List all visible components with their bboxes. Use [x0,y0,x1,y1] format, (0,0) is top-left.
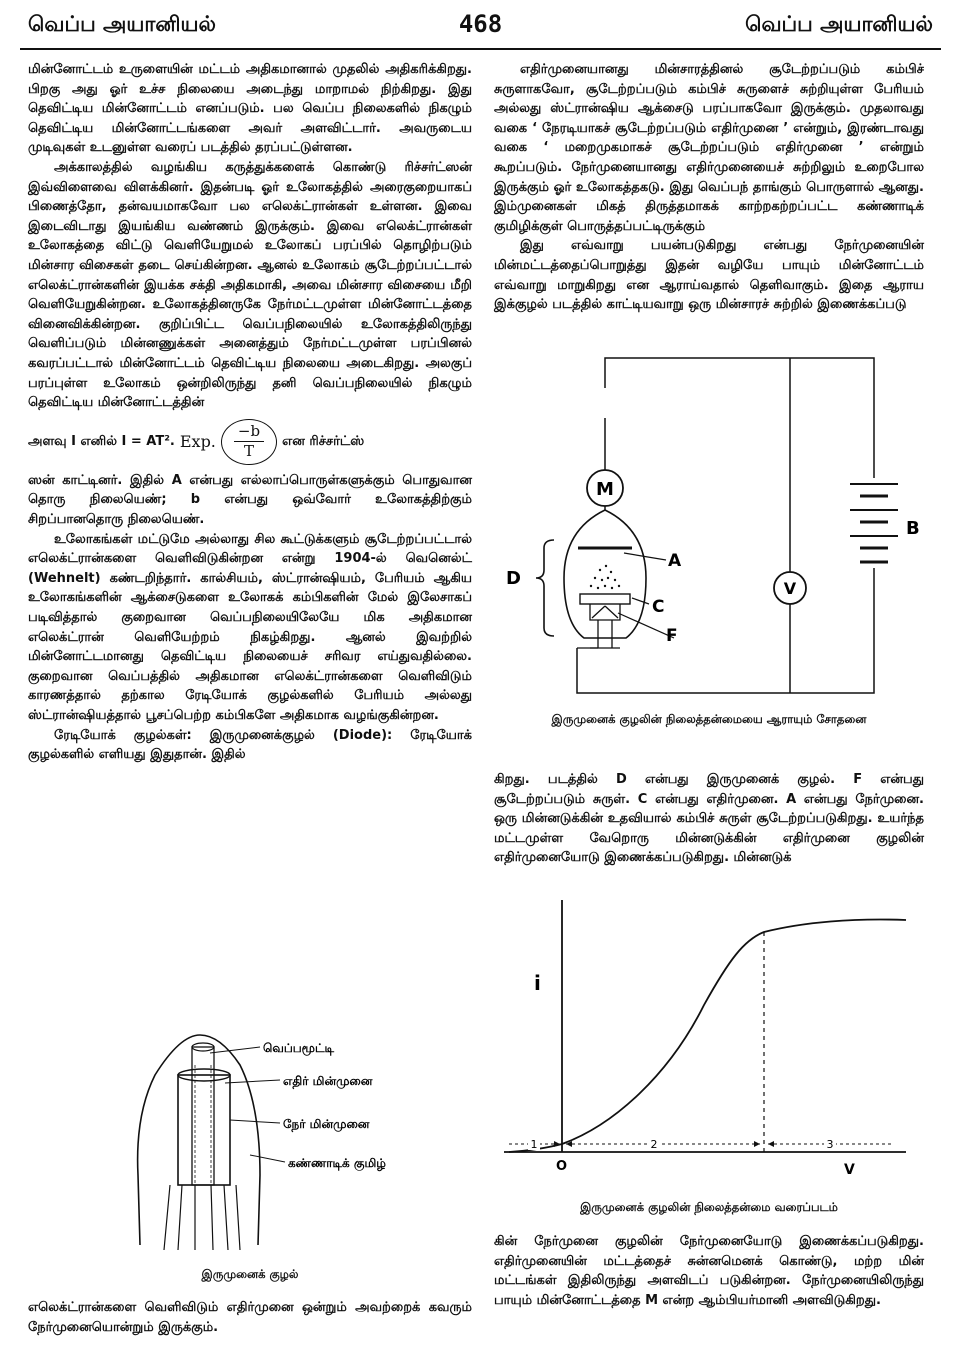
right-column-bottom [494,1232,924,1310]
formula-suffix: என ரிச்சர்ட்ஸ் [282,433,365,449]
label-cathode: எதிர் மின்முனை [283,1074,373,1088]
paragraph: எலெக்ட்ரான்களை வெளிவிடும் எதிர்முனை ஒன்றும் அவற்றைக் கவரும் நேர்முனையொன்றும் இருக்கும். [28,1300,472,1335]
graph-caption: இருமுனைக் குழலின் நிலைத்தன்மை வரைப்படம் [580,1200,838,1214]
left-column-bottom [28,1298,472,1337]
paragraph: ஸன் காட்டினர். இதில் A என்பது எல்லாப்பொருள்களுக்கும் பொதுவான தொரு நிலையெண்; b என்பது ஒவ்வோர் உலோகத்திற்கும் சிறப்பானதொரு நிலையெண். [28,472,472,528]
region-2-label: 2 [650,1138,658,1151]
paragraph: கிறது. படத்தில் D என்பது இருமுனைக் குழல். F என்பது சூடேற்றப்படும் சுருள். C என்பது எதிர்முனை. A என்பது நேர்முனை. ஒரு மின்னடுக்கின் உதவியால் கம்பிச் சுருள் சூடேற்றப்படுகிறது. உயர்ந்த மட்டமுள்ள வேறொரு மின்னடுக்கின் எதிர்முனை குழலின் எதிர்முனையோடு இணைக்கப்படுகிறது. மின்னடுக் [494,772,924,866]
right-column-middle [494,770,924,868]
header-rule [20,48,941,50]
running-header-left: வெப்ப அயானியல் [28,12,216,36]
label-A: A [668,551,682,571]
region-1-label: 1 [530,1138,538,1151]
label-heater: வெப்பமூட்டி [263,1041,335,1055]
label-D: D [506,568,521,589]
label-M: M [596,479,614,500]
x-label: V [844,1162,855,1178]
formula-denominator: T [243,442,254,461]
paragraph: மின்னோட்டம் உருளையின் மட்டம் அதிகமானால் முதலில் அதிகரிக்கிறது. பிறகு அது ஓர் உச்ச நிலையை அடைந்து மாறாமல் நிற்கிறது. இது தெவிட்டிய மின்னோட்டம் எனப்படும். பல வெப்ப நிலைகளில் நிகழும் தெவிட்டிய மின்னோட்டங்களை அவர் அளவிட்டார். அவருடைய முடிவுகள் உடனுள்ள வரைப் படத்தில் தரப்பட்டுள்ளன. [28,62,472,156]
diode-figure [100,1025,400,1255]
label-B: B [906,518,920,539]
origin-label: O [556,1159,568,1174]
label-anode: நேர் மின்முனை [283,1117,370,1131]
circuit-caption: இருமுனைக் குழலின் நிலைத்தன்மையை ஆராயும் சோதனை [551,712,867,726]
paragraph: உலோகங்கள் மட்டுமே அல்லாது சில கூட்டுக்களும் சூடேற்றப்பட்டால் எலெக்ட்ரான்களை வெளிவிடுகின்றன என்று 1904-ல் வெனெல்ட் (Wehnelt) கண்டறிந்தார். கால்சியம், ஸ்ட்ரான்ஷியம், பேரியம் ஆகிய உலோகங்களின் ஆக்சைடுகளை உலோகக் கம்பிகளின் மேல் இலேசாகப் படிவித்தால் குறைவான வெப்பநிலையிலேயே மிக அதிகமான எலெக்ட்ரான் வெளியேற்றம் நிகழ்கிறது. ஆனல் இவற்றில் மின்னோட்டமானது தெவிட்டிய நிலையைச் சரிவர எய்துவதில்லை. குறைவான வெப்பத்தில் அதிகமான எலெக்ட்ரான்களை வெளிவிடும் காரணத்தால் தற்கால ரேடியோக் குழல்களில் பேரியம் அல்லது ஸ்ட்ரான்ஷியத்தால் பூசப்பெற்ற கம்பிகளே அதிகமாக வழங்குகின்றன. [28,531,472,723]
diode-tube [564,510,646,638]
paragraph: அக்காலத்தில் வழங்கிய கருத்துக்களைக் கொண்டு ரிச்சர்ட்ஸன் இவ்விளைவை விளக்கினர். இதன்படி ஓர் உலோகத்தில் அரைகுறையாகப் பிணைத்தோ, தன்வயமாகவோ பல எலெக்ட்ரான்கள் உள்ளன. இவை இடைவிடாது இயங்கிய வண்ணம் இருக்கும். இவை எலெக்ட்ரான்கள் உலோகத்தை விட்டு வெளியேறுமல் உலோகப் பரப்பில் தொழிற்படும் மின்சார விசைகள் தடை செய்கின்றன. ஆனல் உலோகம் சூடேற்றப்பட்டால் எலெக்ட்ரான்களின் இயக்க சக்தி அதிகமாகி, அவை மின்சார விசையை மீறி வெளியேறுகின்றன. உலோகத்தினருகே நேர்மட்டமுள்ள மின்னோட்டத்தை வினைவிக்கின்றன. குறிப்பிட்ட வெப்பநிலையில் உலோகத்திலிருந்து வெளிப்படும் மின்னணுக்கள் அனைத்தும் நேர்மட்டமுள்ள பரப்பினல் கவரப்பட்டால் மின்னோட்டம் தெவிட்டிய நிலையை அடைகிறது. அலகுப் பரப்புள்ள உலோகம் ஒன்றிலிருந்து தனி வெப்பநிலையில் நிகழும் தெவிட்டிய மின்னோட்டத்தின் [28,159,472,411]
label-V: V [783,579,797,598]
circuit-figure [494,348,924,708]
formula-fraction [221,419,277,465]
region-3-label: 3 [826,1138,834,1151]
label-C: C [652,597,665,617]
formula-numerator: −b [234,422,264,443]
paragraph: இது எவ்வாறு பயன்படுகிறது என்பது நேர்முனையின் மின்மட்டத்தைப்பொறுத்து இதன் வழியே பாயும் மின்னோட்டம் எவ்வாறு மாறுகிறது என ஆராய்வதால் தெளிவாகும். இதை ஆராய இக்குழல் படத்தில் காட்டியவாறு ஒரு மின்சாரச் சுற்றில் இணைக்கப்படு [494,238,924,313]
formula-prefix: அளவு I எனில் I = AT². [28,433,175,449]
page-number: 468 [458,10,503,38]
paragraph: எதிர்முனையானது மின்சாரத்தினல் சூடேற்றப்படும் கம்பிச் சுருளாகவோ, சூடேற்றப்படும் கம்பிச் சுருளைச் சுற்றியுள்ள பேரியம் அல்லது ஸ்ட்ரான்ஷிய ஆக்சைடு பரப்பாகவோ இருக்கும். முதலாவது வகை ‘ நேரடியாகச் சூடேற்றப்படும் எதிர்முனை ’ என்றும், இரண்டாவது வகை ‘ மறைமுகமாகச் சூடேற்றப்படும் எதிர்முனை ’ என்றும் கூறப்படும். நேர்முனையானது எதிர்முனையைச் சுற்றிலும் உறைபோல இருக்கும் ஓர் உலோகத்தகடு. இது வெப்பந் தாங்கும் பொருளால் ஆனது. இம்முனைகள் மிகத் திருத்தமாகக் காற்றகற்றப்பட்ட கண்ணாடிக் குமிழிக்குள் பொருத்தப்பட்டிருக்கும் [494,62,924,234]
characteristic-graph [494,880,924,1200]
left-column-top [28,60,472,765]
diode-caption: இருமுனைக் குழல் [201,1267,299,1281]
paragraph: கின் நேர்முனை குழலின் நேர்முனையோடு இணைக்கப்படுகிறது. எதிர்முனையின் மட்டத்தைச் சுன்னமெனக் கொண்டு, மற்ற மின் மட்டங்கள் இதிலிருந்து அளவிடப் படுகின்றன. நேர்முனையிலிருந்து பாயும் மின்னோட்டத்தை M என்ற ஆம்பியர்மானி அளவிடுகிறது. [494,1234,924,1308]
battery-symbol [850,484,898,562]
formula-exp: Exp. [179,431,216,451]
right-column-top [494,60,924,315]
y-label: i [534,971,541,995]
label-F: F [666,626,678,646]
paragraph: ரேடியோக் குழல்கள்: இருமுனைக்குழல் (Diode): ரேடியோக் குழல்களில் எளியது இதுதான். இதில் [28,727,472,763]
label-bulb: கண்ணாடிக் குமிழ் [288,1156,386,1170]
richardson-equation [28,419,472,465]
characteristic-curve [509,920,906,1153]
running-header-right: வெப்ப அயானியல் [745,12,933,36]
